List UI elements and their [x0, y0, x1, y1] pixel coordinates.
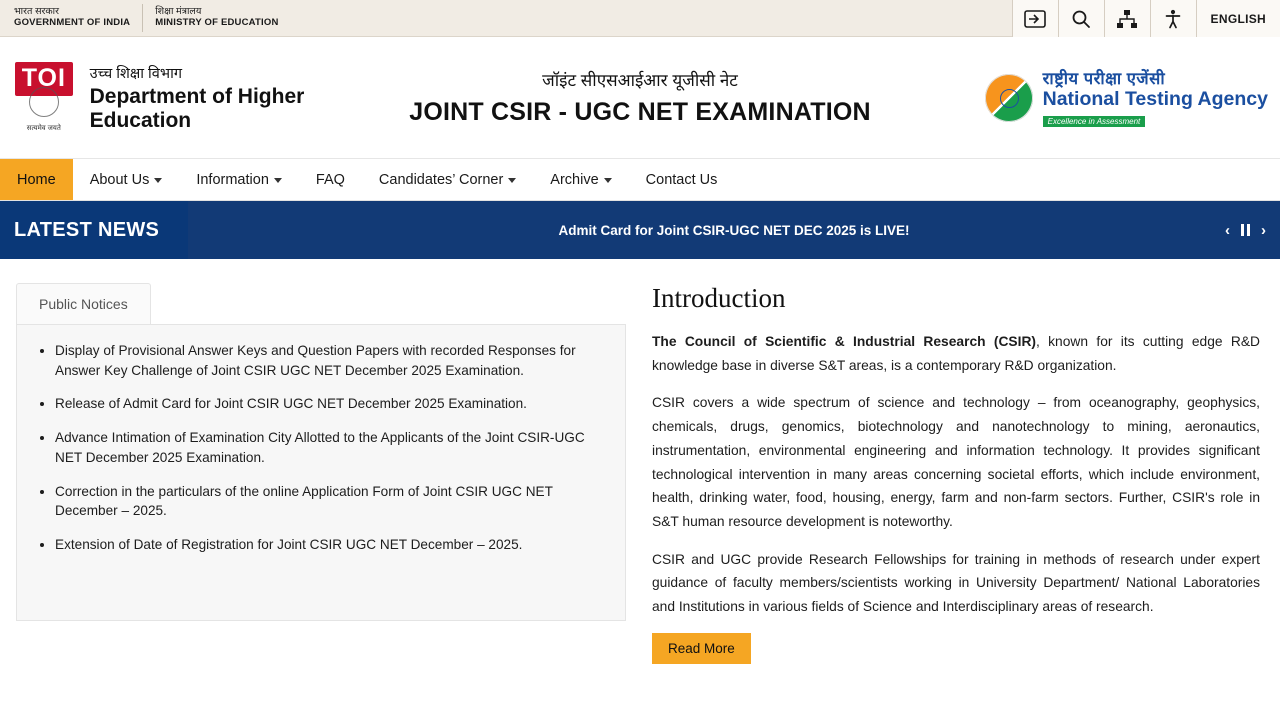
nav-label-candidates-corner: Candidates’ Corner [378, 171, 504, 188]
emblem-motto: सत्यमेव जयते [26, 125, 61, 132]
ministry-english-label: MINISTRY OF EDUCATION [155, 17, 279, 28]
chevron-down-icon [154, 178, 162, 183]
introduction-lead-bold: The Council of Scientific & Industrial Research (CSIR) [652, 334, 1037, 349]
introduction-lead-rest: , known for its cutting edge R&D knowledge base in diverse S&T areas, is a contemporary R&D organization. [652, 334, 1260, 373]
gov-bar-tools [1012, 0, 1280, 37]
nav-item-information[interactable] [179, 159, 299, 200]
sitemap-icon[interactable] [1105, 0, 1151, 37]
exam-title-hindi: जॉइंट सीएसआईआर यूजीसी नेट [542, 71, 738, 90]
tab-public-notices[interactable]: Public Notices [16, 283, 151, 324]
government-of-india-block [14, 4, 143, 32]
exam-title-english: JOINT CSIR - UGC NET EXAMINATION [409, 98, 871, 126]
news-prev-icon[interactable]: ‹ [1225, 221, 1230, 239]
list-item[interactable]: • Display of Provisional Answer Keys and Question Papers with recorded Responses for Answer Key Challenge of Joint CSIR UGC NET December 2025 Examination. [55, 341, 607, 380]
nta-tagline: Excellence in Assessment [1043, 116, 1146, 127]
notices-list [27, 341, 607, 555]
chevron-down-icon [508, 178, 516, 183]
ministry-block [143, 4, 278, 32]
introduction-paragraph-1 [652, 330, 1260, 377]
nav-label-home: Home [17, 171, 56, 188]
chevron-down-icon [604, 178, 612, 183]
latest-news-body [188, 201, 1280, 259]
public-notices-panel [16, 283, 626, 720]
nta-title [1043, 66, 1268, 128]
page-content [0, 259, 1280, 720]
goi-hindi-label: भारत सरकार [14, 6, 60, 18]
nav-label-faq: FAQ [315, 171, 345, 188]
nav-label-information: Information [196, 171, 269, 188]
emblem-logo-text: TOI [15, 62, 73, 96]
department-title [76, 63, 400, 132]
nta-english: National Testing Agency [1042, 88, 1268, 111]
news-controls [1225, 222, 1266, 239]
nav-label-about-us: About Us [89, 171, 150, 188]
latest-news-strip [0, 201, 1280, 259]
latest-news-message[interactable]: Admit Card for Joint CSIR-UGC NET DEC 2025 is LIVE! [558, 222, 910, 238]
nta-hindi: राष्ट्रीय परीक्षा एजेंसी [1042, 70, 1166, 89]
nta-logo-icon [985, 74, 1033, 122]
language-selector[interactable]: ENGLISH [1197, 0, 1280, 37]
nav-label-archive: Archive [550, 171, 599, 188]
nav-item-candidates-corner[interactable] [362, 159, 533, 200]
nav-item-about-us[interactable] [73, 159, 180, 200]
search-icon[interactable] [1059, 0, 1105, 37]
nav-item-home[interactable] [0, 159, 73, 200]
page-title: Introduction [652, 283, 786, 313]
accessibility-icon[interactable] [1151, 0, 1197, 37]
latest-news-label: LATEST NEWS [0, 201, 188, 259]
goi-english-label: GOVERNMENT OF INDIA [14, 17, 131, 28]
list-item[interactable]: • Correction in the particulars of the online Application Form of Joint CSIR UGC NET December – 2025. [55, 482, 607, 521]
introduction-paragraph-2: CSIR covers a wide spectrum of science and technology – from oceanography, geophysics, chemicals, drugs, genomics, biotechnology and nanotechnology to mining, aeronautics, instrumentation, environmental engineering and information technology. It provides significant technological intervention in many areas concerning societal efforts, which include environment, health, drinking water, food, housing, energy, farm and non-farm sectors. Further, CSIR's role in S&T human resource development is noteworthy. [652, 395, 1260, 530]
notices-list-container [16, 324, 626, 621]
list-item[interactable]: • Extension of Date of Registration for Joint CSIR UGC NET December – 2025. [55, 535, 607, 555]
chevron-down-icon [274, 178, 282, 183]
site-masthead [0, 37, 1280, 159]
introduction-paragraph-3: CSIR and UGC provide Research Fellowships for training in methods of research under expert guidance of faculty members/scientists working in University Department/ National Laboratories and Institutions in various fields of Science and Interdisciplinary areas of research. [652, 551, 1260, 615]
nta-branding [985, 66, 1280, 128]
nav-item-faq[interactable] [299, 159, 362, 200]
notices-tabs [16, 283, 626, 324]
ashoka-chakra-shape [29, 87, 59, 117]
news-pause-icon[interactable] [1241, 224, 1250, 236]
department-hindi: उच्च शिक्षा विभाग [89, 65, 182, 82]
nav-item-contact-us[interactable] [629, 159, 735, 200]
government-top-bar [0, 0, 1280, 37]
main-navigation [0, 159, 1280, 201]
nav-label-contact-us: Contact Us [645, 171, 718, 188]
department-english: Department of Higher Education [89, 84, 305, 132]
list-item[interactable]: • Release of Admit Card for Joint CSIR UGC NET December 2025 Examination. [55, 394, 607, 414]
introduction-panel [652, 283, 1264, 720]
ministry-hindi-label: शिक्षा मंत्रालय [155, 6, 202, 18]
news-next-icon[interactable]: › [1261, 221, 1266, 239]
skip-to-content-icon[interactable] [1013, 0, 1059, 37]
nav-item-archive[interactable] [533, 159, 628, 200]
department-branding [0, 43, 400, 153]
read-more-button[interactable]: Read More [652, 633, 751, 664]
list-item[interactable]: • Advance Intimation of Examination City Allotted to the Applicants of the Joint CSIR-UGC NET December 2025 Examination. [55, 428, 607, 467]
national-emblem-icon [12, 43, 76, 153]
